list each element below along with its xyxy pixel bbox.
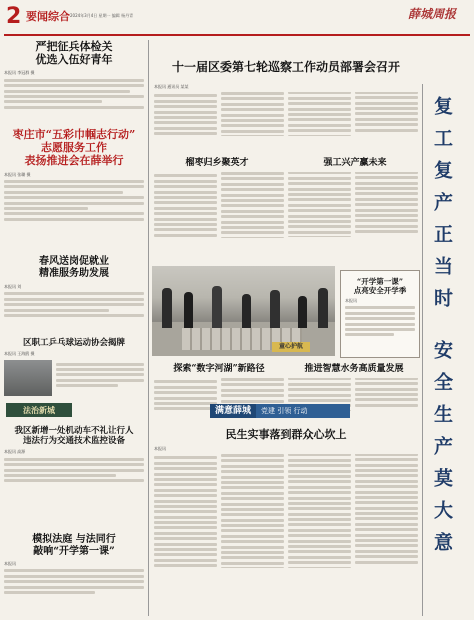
subhead-right: 强工兴产赢未来 [323,158,387,168]
headline-line: 表扬推进会在薛举行 [24,154,124,168]
banner-right: 党建 引领 行动 [261,407,308,415]
byline: 本报讯 [4,561,16,566]
lead-headline: 十一届区委第七轮巡察工作动员部署会召开 [171,60,400,74]
article-traffic [4,426,144,495]
person [212,286,222,328]
table-tennis-photo [4,360,52,396]
mid-headline-left: 探索“数字河湖”新路径 [173,364,265,374]
headline-line: 模拟法庭 与法同行 [32,534,116,545]
body-text [4,290,144,330]
byline: 本报讯 张璐 摄 [4,171,31,177]
sub-body-text [154,172,418,262]
section-stamp: 法治新城 [6,403,72,417]
byline: 本报讯 李冠群 摄 [4,70,35,76]
headline-line: 精准服务助发展 [39,268,109,279]
callout-body [345,304,415,350]
person [270,290,280,328]
article-conscription [4,40,144,114]
body-text [4,455,144,495]
headline-line: 我区新增一处机动车不礼让行人 [14,426,134,436]
header-rule [4,34,470,36]
byline: 本报讯 高源 [4,449,26,455]
article-employment [4,256,144,330]
column-divider [148,40,149,616]
section-name: 要闻综合 [26,10,70,23]
body-text [56,360,144,396]
person [298,296,307,328]
body-text [4,178,144,238]
mid-headline-right: 推进智慧水务高质量发展 [304,364,404,374]
banner-left: 满意薛城 [210,404,256,418]
byline: 本报讯 通讯员 某某 [154,84,189,89]
article-mock-court [4,534,144,611]
paper-logo: 薛城周报 [408,7,457,21]
headline-line: 严把征兵体检关 [35,40,113,53]
callout-box [340,270,420,358]
person [318,288,328,328]
article-volunteer [4,128,144,238]
body-text [4,567,144,611]
headline: 区职工乒乓球运动协会揭牌 [22,338,125,348]
person [184,292,193,328]
section-banner [210,404,350,418]
subhead-left: 榴枣归乡聚英才 [185,158,249,168]
photo-sign: 童心护航 [272,342,310,352]
news-photo [152,266,335,356]
headline-line: 枣庄市“五彩巾帼志行动” [12,128,136,141]
article-table-tennis [4,338,144,396]
headline-line: 志愿服务工作 [41,141,107,155]
issue-meta: 2024年3月4日 星期一 编辑 杨丹青 [70,13,134,18]
byline: 本报讯 [345,298,357,303]
callout-title: “开学第一课” [356,277,404,286]
byline: 本报讯 王海鸥 摄 [4,351,35,357]
person [162,288,172,328]
callout-title: 点亮安全开学季 [353,286,407,295]
page-number: 2 [6,4,22,29]
column-divider [422,84,423,616]
bottom-body-text [154,454,418,614]
headline-line: 敲响“开学第一课” [33,546,115,557]
headline-line: 违法行为交通技术监控设备 [22,436,125,447]
slogan-upper: 复工复产正当时 [431,96,453,320]
slogan-lower: 安全生产莫大意 [431,340,453,564]
headline-line: 优选入伍好青年 [35,53,113,67]
person [242,294,251,328]
byline: 本报讯 刘 [4,284,22,289]
body-text [4,76,144,114]
byline: 本报讯 [154,446,166,451]
headline-line: 春风送岗促就业 [39,256,109,267]
bottom-headline: 民生实事落到群众心坎上 [225,428,347,441]
lead-body-text [154,92,418,152]
